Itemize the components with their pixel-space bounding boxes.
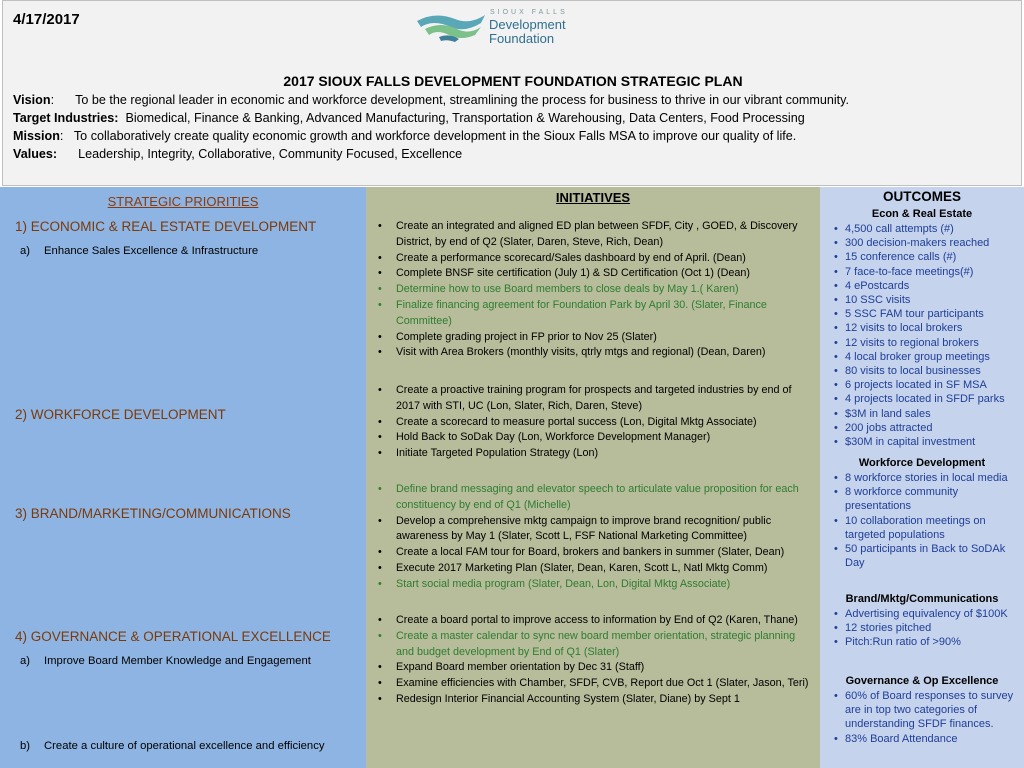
initiatives-group-brand (376, 482, 816, 593)
mission-text: To collaboratively create quality economic growth and workforce development in the Sioux Falls MSA to improve our quality of life. (73, 129, 797, 143)
outcome-item: • 4 local broker group meetings (834, 350, 1020, 364)
initiative-item: • Create a master calendar to sync new board member orientation, strategic planning and budget development by End of Q1 (Slater) (376, 629, 816, 661)
outcome-item: • 60% of Board responses to survey are in top two categories of understanding SFDF finances. (834, 689, 1020, 732)
outcome-item: • Pitch:Run ratio of >90% (834, 635, 1020, 649)
priority-2: 2) WORKFORCE DEVELOPMENT (15, 407, 226, 422)
priority-4a: a) Improve Board Member Knowledge and Engagement (20, 655, 311, 667)
initiative-item: • Create a proactive training program for prospects and targeted industries by end of 2017 with STI, UC (Lon, Slater, Rich, Daren, Steve) (376, 383, 816, 415)
outcomes-column (820, 187, 1024, 768)
vision-line: Vision: To be the regional leader in economic and workforce development, streamlining the process for business to thrive in our vibrant community. (13, 93, 850, 107)
priority-1: 1) ECONOMIC & REAL ESTATE DEVELOPMENT (15, 219, 317, 234)
vision-label: Vision (13, 93, 51, 107)
date: 4/17/2017 (13, 11, 80, 28)
priority-4: 4) GOVERNANCE & OPERATIONAL EXCELLENCE (15, 629, 331, 644)
values-text: Leadership, Integrity, Collaborative, Community Focused, Excellence (78, 147, 463, 161)
outcome-item: • 5 SSC FAM tour participants (834, 307, 1020, 321)
outcome-item: • 7 face-to-face meetings(#) (834, 265, 1020, 279)
plan-title: 2017 SIOUX FALLS DEVELOPMENT FOUNDATION STRATEGIC PLAN (283, 73, 743, 89)
values-label: Values: (13, 147, 58, 161)
initiative-item: • Visit with Area Brokers (monthly visits, qtrly mtgs and regional) (Dean, Daren) (376, 345, 816, 361)
industries-text: Biomedical, Finance & Banking, Advanced Manufacturing, Transportation & Warehousing, Data Centers, Food Processing (125, 111, 805, 125)
priorities-heading: STRATEGIC PRIORITIES (107, 194, 259, 209)
outcome-item: • $3M in land sales (834, 407, 1020, 421)
initiatives-heading: INITIATIVES (555, 190, 631, 205)
outcome-item: • 200 jobs attracted (834, 421, 1020, 435)
initiative-item: • Complete BNSF site certification (July 1) & SD Certification (Oct 1) (Dean) (376, 266, 816, 282)
header (2, 0, 1022, 186)
industries-label: Target Industries: (13, 111, 119, 125)
initiative-item: • Create an integrated and aligned ED plan between SFDF, City , GOED, & Discovery District, by end of Q2 (Slater, Daren, Steve, Rich, Dean) (376, 219, 816, 251)
priority-3: 3) BRAND/MARKETING/COMMUNICATIONS (15, 506, 291, 521)
outcome-item: • 8 workforce community presentations (834, 485, 1020, 513)
outcome-item: • 8 workforce stories in local media (834, 471, 1020, 485)
outcome-item: • 4 projects located in SFDF parks (834, 392, 1020, 406)
initiative-item: • Hold Back to SoDak Day (Lon, Workforce Development Manager) (376, 430, 816, 446)
outcomes-work-list (834, 471, 1020, 570)
outcomes-brand-list (834, 607, 1020, 650)
outcome-item: • 10 SSC visits (834, 293, 1020, 307)
initiatives-group-governance (376, 613, 816, 708)
initiatives-column (366, 187, 820, 768)
outcomes-heading: OUTCOMES (882, 189, 961, 204)
industries-line (13, 111, 805, 125)
initiative-item: • Define brand messaging and elevator speech to articulate value proposition for each constituency by end of Q1 (Michelle) (376, 482, 816, 514)
logo-line1: Development (489, 17, 566, 32)
initiative-item: • Execute 2017 Marketing Plan (Slater, Dean, Karen, Scott L, Natl Mktg Comm) (376, 561, 816, 577)
initiative-item: • Create a board portal to improve access to information by End of Q2 (Karen, Thane) (376, 613, 816, 629)
initiatives-group-workforce (376, 383, 816, 462)
logo-line2: Foundation (489, 31, 555, 46)
outcome-item: • 80 visits to local businesses (834, 364, 1020, 378)
initiative-item: • Create a performance scorecard/Sales dashboard by end of April. (Dean) (376, 251, 816, 267)
priority-4b: b) Create a culture of operational excellence and efficiency (20, 740, 325, 752)
outcome-item: • 300 decision-makers reached (834, 236, 1020, 250)
outcomes-econ-heading: Econ & Real Estate (871, 208, 973, 220)
logo (415, 9, 585, 47)
outcomes-work-heading: Workforce Development (858, 457, 986, 469)
initiative-item: • Start social media program (Slater, Dean, Lon, Digital Mktg Associate) (376, 577, 816, 593)
initiative-item: • Expand Board member orientation by Dec 31 (Staff) (376, 660, 816, 676)
outcomes-brand-heading: Brand/Mktg/Communications (845, 593, 999, 605)
values-line (13, 147, 462, 161)
mission-line: Mission: To collaboratively create quality economic growth and workforce development in the Sioux Falls MSA to improve our quality of life. (13, 129, 797, 143)
initiative-item: • Create a local FAM tour for Board, brokers and bankers in summer (Slater, Dean) (376, 545, 816, 561)
vision-text: To be the regional leader in economic and workforce development, streamlining the process for business to thrive in our vibrant community. (75, 93, 850, 107)
initiative-item: • Examine efficiencies with Chamber, SFDF, CVB, Report due Oct 1 (Slater, Jason, Teri) (376, 676, 816, 692)
outcome-item: • 50 participants in Back to SoDAk Day (834, 542, 1020, 570)
initiative-item: • Complete grading project in FP prior to Nov 25 (Slater) (376, 330, 816, 346)
priority-1a: a) Enhance Sales Excellence & Infrastructure (20, 245, 259, 257)
outcome-item: • 15 conference calls (#) (834, 250, 1020, 264)
initiative-item: • Develop a comprehensive mktg campaign to improve brand recognition/ public awareness by May 1 (Slater, Scott L, FSF National Marketing Committee) (376, 514, 816, 546)
outcomes-econ-list (834, 222, 1020, 449)
initiative-item: • Determine how to use Board members to close deals by May 1.( Karen) (376, 282, 816, 298)
initiatives-group-economic (376, 219, 816, 361)
logo-mark-icon (415, 9, 487, 43)
outcome-item: • 10 collaboration meetings on targeted populations (834, 514, 1020, 542)
initiative-item: • Create a scorecard to measure portal success (Lon, Digital Mktg Associate) (376, 415, 816, 431)
initiative-item: • Finalize financing agreement for Foundation Park by April 30. (Slater, Finance Committee) (376, 298, 816, 330)
outcome-item: • 12 stories pitched (834, 621, 1020, 635)
outcome-item: • 4,500 call attempts (#) (834, 222, 1020, 236)
logo-small-text: SIOUX FALLS (490, 9, 568, 16)
outcome-item: • Advertising equivalency of $100K (834, 607, 1020, 621)
outcome-item: • 6 projects located in SF MSA (834, 378, 1020, 392)
initiative-item: • Initiate Targeted Population Strategy (Lon) (376, 446, 816, 462)
initiative-item: • Redesign Interior Financial Accounting System (Slater, Diane) by Sept 1 (376, 692, 816, 708)
outcome-item: • 83% Board Attendance (834, 732, 1020, 746)
outcome-item: • 12 visits to local brokers (834, 321, 1020, 335)
outcome-item: • 4 ePostcards (834, 279, 1020, 293)
mission-label: Mission (13, 129, 60, 143)
outcome-item: • 12 visits to regional brokers (834, 336, 1020, 350)
strategic-priorities-column (0, 187, 366, 768)
outcomes-gov-heading: Governance & Op Excellence (845, 675, 999, 687)
outcomes-gov-list (834, 689, 1020, 746)
outcome-item: • $30M in capital investment (834, 435, 1020, 449)
